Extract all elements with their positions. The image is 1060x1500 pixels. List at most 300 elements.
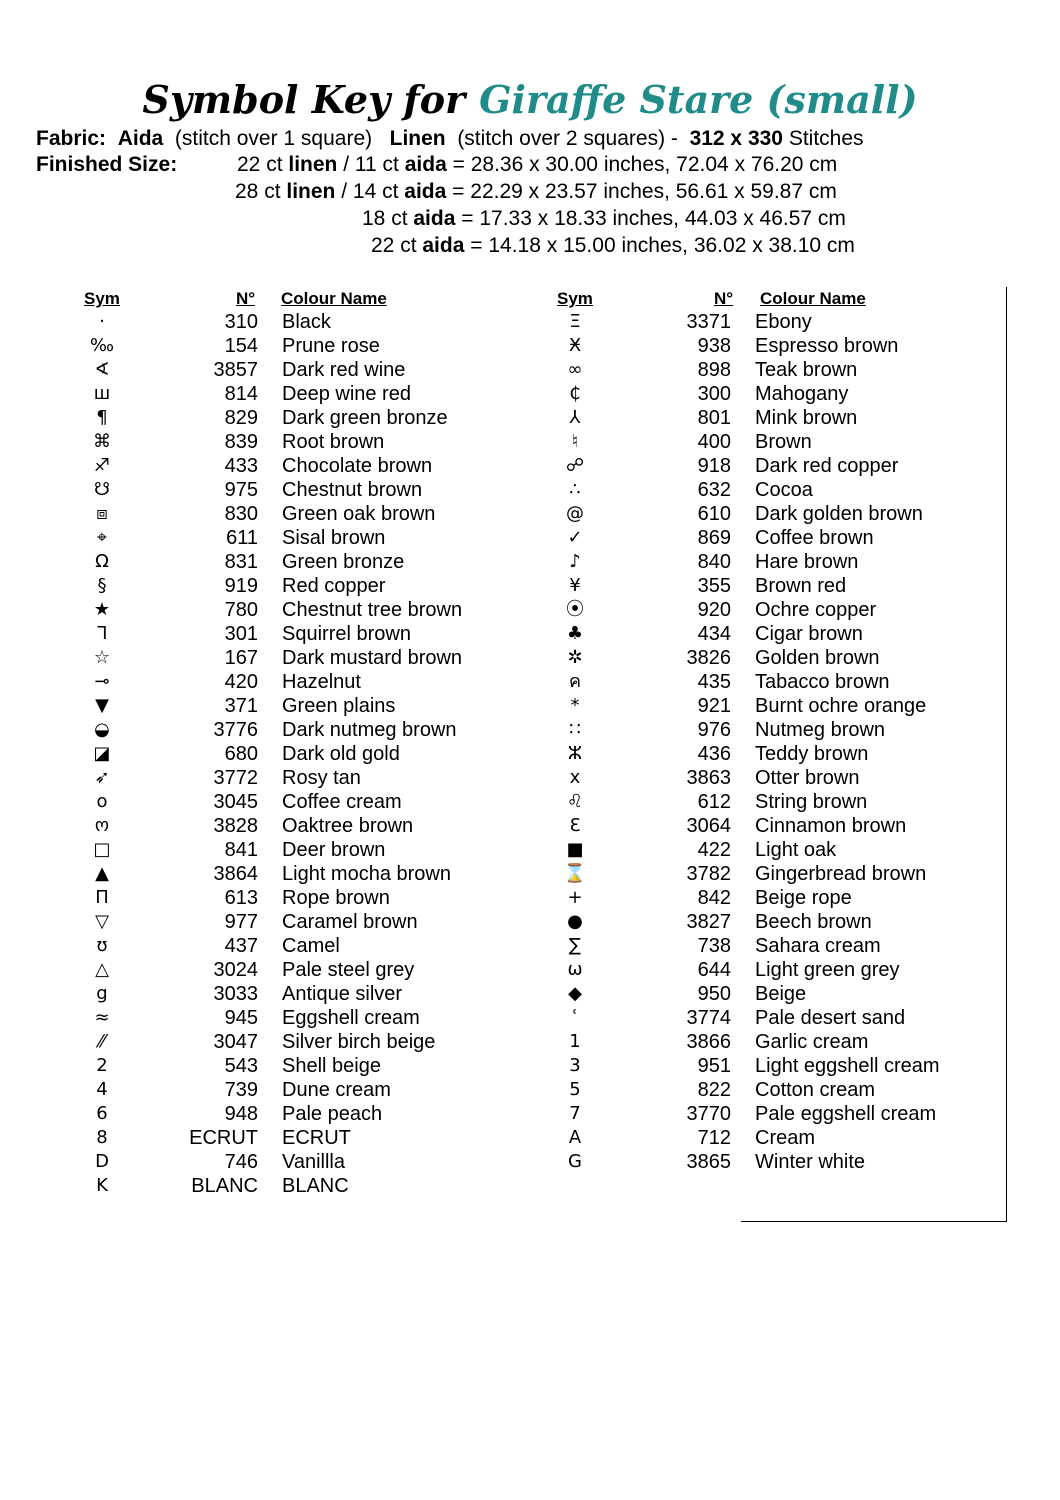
colour-name-cell: Chestnut tree brown — [282, 599, 463, 621]
colour-name-cell: Ebony — [755, 311, 812, 333]
header-number: N° — [714, 289, 734, 308]
floss-number-cell: 3371 — [686, 311, 731, 333]
floss-number-cell: 830 — [224, 503, 258, 525]
floss-number-cell: 842 — [697, 887, 731, 909]
symbol-cell: ⁄⁄ — [98, 1031, 105, 1052]
symbol-cell: ∞ — [567, 359, 583, 380]
symbol-cell: ω — [567, 959, 583, 980]
floss-number-cell: 435 — [697, 671, 731, 693]
symbol-cell: § — [97, 575, 107, 596]
colour-name-cell: Dark green bronze — [282, 407, 448, 429]
table-row — [82, 502, 542, 526]
floss-number-cell: 437 — [224, 935, 258, 957]
symbol-cell: ▼ — [95, 695, 109, 716]
table-row — [555, 334, 1015, 358]
table-row — [555, 742, 1015, 766]
table-row — [555, 1006, 1015, 1030]
size-fabric: aida — [413, 207, 456, 230]
stitch-count: 312 x 330 — [689, 127, 783, 150]
size-fabric: aida — [404, 180, 447, 203]
symbol-cell: · — [99, 311, 105, 332]
colour-name-cell: Ochre copper — [755, 599, 877, 621]
finished-size-line — [371, 233, 855, 259]
symbol-cell: A — [568, 1127, 582, 1148]
colour-name-cell: Shell beige — [282, 1055, 381, 1077]
colour-name-cell: Teak brown — [755, 359, 858, 381]
finished-size-line — [235, 179, 837, 205]
symbol-cell: ☆ — [93, 647, 111, 668]
table-row — [555, 958, 1015, 982]
table-row — [555, 1126, 1015, 1150]
finished-size-line — [237, 152, 837, 178]
table-row — [82, 430, 542, 454]
symbol-cell: Ω — [95, 551, 109, 572]
colour-name-cell: Oaktree brown — [282, 815, 414, 837]
colour-name-cell: Dune cream — [282, 1079, 391, 1101]
colour-name-cell: ECRUT — [282, 1127, 351, 1149]
floss-number-cell: 433 — [224, 455, 258, 477]
symbol-cell: ∷ — [569, 719, 581, 740]
table-row — [82, 1150, 542, 1174]
title-prefix: Symbol Key for — [142, 77, 466, 122]
floss-number-cell: 680 — [224, 743, 258, 765]
floss-number-cell: 919 — [224, 575, 258, 597]
floss-number-cell: 739 — [224, 1079, 258, 1101]
table-row — [82, 454, 542, 478]
colour-name-cell: Mahogany — [755, 383, 849, 405]
table-row — [555, 910, 1015, 934]
size-count: 18 ct — [362, 207, 408, 230]
symbol-cell: ◒ — [94, 719, 110, 740]
table-row — [82, 550, 542, 574]
symbol-cell: 6 — [96, 1103, 108, 1124]
floss-number-cell: 543 — [224, 1055, 258, 1077]
size-separator: / — [343, 153, 350, 176]
header-number: N° — [236, 289, 256, 308]
colour-name-cell: Caramel brown — [282, 911, 418, 933]
table-row — [82, 694, 542, 718]
table-row — [555, 1150, 1015, 1174]
floss-number-cell: 975 — [224, 479, 258, 501]
finished-size-label: Finished Size: — [36, 153, 178, 176]
size-fabric: linen — [288, 153, 338, 176]
symbol-cell: ➶ — [94, 767, 110, 788]
symbol-cell: 1 — [569, 1031, 581, 1052]
colour-name-cell: Light eggshell cream — [755, 1055, 940, 1077]
floss-number-cell: 3774 — [686, 1007, 731, 1029]
floss-number-cell: 434 — [697, 623, 731, 645]
floss-number-cell: 898 — [697, 359, 731, 381]
fabric-linen: Linen — [389, 127, 446, 150]
table-row — [82, 742, 542, 766]
floss-number-cell: 3782 — [686, 863, 731, 885]
table-row — [555, 550, 1015, 574]
table-row — [555, 598, 1015, 622]
table-row — [82, 310, 542, 334]
symbol-cell: ≈ — [94, 1007, 110, 1028]
floss-number-cell: 400 — [697, 431, 731, 453]
floss-number-cell: 3047 — [213, 1031, 258, 1053]
floss-number-cell: ECRUT — [189, 1127, 258, 1149]
symbol-cell: * — [570, 695, 580, 716]
colour-name-cell: Nutmeg brown — [755, 719, 886, 741]
symbol-cell: + — [567, 887, 583, 908]
colour-name-cell: Cigar brown — [755, 623, 863, 645]
colour-name-cell: Chocolate brown — [282, 455, 433, 477]
symbol-cell: ᒣ — [96, 623, 108, 644]
colour-name-cell: Winter white — [755, 1151, 866, 1173]
fabric-line — [36, 126, 864, 152]
colour-name-cell: Gingerbread brown — [755, 863, 927, 885]
floss-number-cell: 829 — [224, 407, 258, 429]
floss-number-cell: 422 — [697, 839, 731, 861]
table-row — [555, 790, 1015, 814]
symbol-cell: ∴ — [569, 479, 581, 500]
symbol-cell: 4 — [96, 1079, 108, 1100]
title-pattern-name: Giraffe Stare (small) — [479, 77, 918, 122]
floss-number-cell: 920 — [697, 599, 731, 621]
symbol-cell: 7 — [569, 1103, 581, 1124]
colour-name-cell: Dark red wine — [282, 359, 406, 381]
colour-name-cell: Sisal brown — [282, 527, 386, 549]
colour-name-cell: Cocoa — [755, 479, 813, 501]
colour-name-cell: Tabacco brown — [755, 671, 890, 693]
symbol-cell: x — [569, 767, 581, 788]
symbol-cell: G — [568, 1151, 582, 1172]
colour-name-cell: Deep wine red — [282, 383, 411, 405]
fabric-aida: Aida — [117, 127, 164, 150]
floss-number-cell: 3770 — [686, 1103, 731, 1125]
table-row — [82, 598, 542, 622]
colour-name-cell: Beige — [755, 983, 807, 1005]
colour-name-cell: Pale eggshell cream — [755, 1103, 937, 1125]
symbol-cell: ¥ — [569, 575, 581, 596]
size-fabric: aida — [404, 153, 447, 176]
colour-name-cell: Golden brown — [755, 647, 880, 669]
floss-number-cell: 3827 — [686, 911, 731, 933]
floss-number-cell: 371 — [224, 695, 258, 717]
floss-number-cell: 814 — [224, 383, 258, 405]
floss-number-cell: 977 — [224, 911, 258, 933]
colour-name-cell: Hazelnut — [282, 671, 361, 693]
table-row — [555, 1078, 1015, 1102]
symbol-cell: 3 — [569, 1055, 581, 1076]
floss-number-cell: 3826 — [686, 647, 731, 669]
size-count: 11 ct — [354, 153, 399, 176]
colour-name-cell: Squirrel brown — [282, 623, 411, 645]
floss-number-cell: 746 — [224, 1151, 258, 1173]
floss-number-cell: 632 — [697, 479, 731, 501]
symbol-cell: ☋ — [94, 479, 110, 500]
symbol-cell: D — [95, 1151, 109, 1172]
floss-number-cell: 869 — [697, 527, 731, 549]
colour-name-cell: Eggshell cream — [282, 1007, 420, 1029]
colour-name-cell: Camel — [282, 935, 340, 957]
table-row — [555, 982, 1015, 1006]
colour-name-cell: Dark mustard brown — [282, 647, 463, 669]
symbol-cell: Π — [95, 887, 109, 908]
floss-number-cell: 167 — [224, 647, 258, 669]
table-row — [82, 814, 542, 838]
table-row — [555, 1054, 1015, 1078]
symbol-cell: ⦿ — [566, 599, 584, 620]
floss-number-cell: 3863 — [686, 767, 731, 789]
table-row — [555, 526, 1015, 550]
table-row — [82, 670, 542, 694]
right-border-line — [1006, 287, 1007, 1222]
table-row — [555, 670, 1015, 694]
symbol-cell: ₵ — [569, 383, 581, 404]
table-row — [555, 1102, 1015, 1126]
table-row — [82, 910, 542, 934]
colour-name-cell: Antique silver — [282, 983, 403, 1005]
table-row — [82, 526, 542, 550]
fabric-label: Fabric: — [36, 127, 107, 150]
floss-number-cell: 355 — [697, 575, 731, 597]
colour-name-cell: Light oak — [755, 839, 837, 861]
colour-name-cell: Dark red copper — [755, 455, 899, 477]
table-row — [82, 886, 542, 910]
table-row — [82, 334, 542, 358]
symbol-cell: ▽ — [95, 911, 109, 932]
floss-number-cell: 3045 — [213, 791, 258, 813]
table-row — [82, 646, 542, 670]
colour-name-cell: BLANC — [282, 1175, 349, 1197]
table-row — [555, 406, 1015, 430]
size-count: 14 ct — [352, 180, 399, 203]
size-fabric: linen — [286, 180, 336, 203]
symbol-cell: Ξ — [569, 311, 581, 332]
table-row — [555, 310, 1015, 334]
colour-name-cell: Garlic cream — [755, 1031, 869, 1053]
header-sym: Sym — [557, 289, 593, 308]
table-row — [82, 958, 542, 982]
symbol-cell: ∑ — [568, 935, 582, 956]
floss-number-cell: 154 — [224, 335, 258, 357]
table-row — [555, 454, 1015, 478]
fabric-linen-note: (stitch over 2 squares) - — [457, 127, 678, 150]
symbol-cell: ʊ — [96, 935, 108, 956]
colour-name-cell: Coffee cream — [282, 791, 402, 813]
symbol-cell: ⵣ — [567, 743, 583, 764]
colour-name-cell: Vanillla — [282, 1151, 345, 1173]
symbol-cell: ⅄ — [569, 407, 581, 428]
floss-number-cell: 921 — [697, 695, 731, 717]
symbol-cell: 8 — [96, 1127, 108, 1148]
colour-name-cell: Brown — [755, 431, 812, 453]
symbol-cell: ♐ — [93, 455, 111, 476]
floss-number-cell: 831 — [224, 551, 258, 573]
colour-name-cell: Green bronze — [282, 551, 405, 573]
size-dimensions: = 14.18 x 15.00 inches, 36.02 x 38.10 cm — [470, 234, 855, 257]
table-row — [555, 934, 1015, 958]
symbol-cell: K — [96, 1175, 108, 1196]
table-row — [82, 382, 542, 406]
symbol-cell: ▲ — [95, 863, 109, 884]
colour-name-cell: Chestnut brown — [282, 479, 423, 501]
floss-number-cell: 3857 — [213, 359, 258, 381]
stitch-word: Stitches — [788, 127, 864, 150]
table-row — [82, 1006, 542, 1030]
table-row — [555, 646, 1015, 670]
size-dimensions: = 17.33 x 18.33 inches, 44.03 x 46.57 cm — [461, 207, 846, 230]
symbol-cell: ო — [94, 815, 110, 836]
floss-number-cell: 950 — [697, 983, 731, 1005]
bottom-border-line — [741, 1221, 1007, 1222]
table-row — [82, 790, 542, 814]
symbol-cell: Ɛ — [569, 815, 581, 836]
symbol-cell: 5 — [569, 1079, 581, 1100]
symbol-cell: ♪ — [569, 551, 581, 572]
colour-name-cell: Hare brown — [755, 551, 859, 573]
table-row — [82, 1126, 542, 1150]
colour-name-cell: Sahara cream — [755, 935, 881, 957]
colour-name-cell: Mink brown — [755, 407, 858, 429]
symbol-cell: △ — [95, 959, 109, 980]
colour-name-cell: Rosy tan — [282, 767, 361, 789]
colour-name-cell: Otter brown — [755, 767, 860, 789]
symbol-cell: ♌ — [566, 791, 584, 812]
floss-number-cell: 801 — [697, 407, 731, 429]
table-row — [82, 1054, 542, 1078]
floss-number-cell: 301 — [224, 623, 258, 645]
symbol-cell: ⧈ — [96, 503, 108, 524]
symbol-cell: ■ — [566, 839, 584, 860]
floss-number-cell: 839 — [224, 431, 258, 453]
floss-number-cell: 938 — [697, 335, 731, 357]
symbol-cell: ‰ — [89, 335, 115, 356]
colour-name-cell: Dark nutmeg brown — [282, 719, 457, 741]
table-row — [555, 1030, 1015, 1054]
floss-number-cell: 3864 — [213, 863, 258, 885]
floss-number-cell: 3866 — [686, 1031, 731, 1053]
floss-number-cell: 3772 — [213, 767, 258, 789]
floss-number-cell: 945 — [224, 1007, 258, 1029]
floss-number-cell: 976 — [697, 719, 731, 741]
symbol-cell: ⌛ — [563, 863, 587, 884]
colour-name-cell: Light green grey — [755, 959, 900, 981]
floss-number-cell: 3865 — [686, 1151, 731, 1173]
colour-name-cell: Cinnamon brown — [755, 815, 907, 837]
colour-name-cell: Beech brown — [755, 911, 872, 933]
colour-name-cell: Green oak brown — [282, 503, 436, 525]
colour-name-cell: Black — [282, 311, 331, 333]
colour-name-cell: Root brown — [282, 431, 385, 453]
table-row — [82, 478, 542, 502]
floss-number-cell: 822 — [697, 1079, 731, 1101]
table-row — [555, 862, 1015, 886]
floss-number-cell: 841 — [224, 839, 258, 861]
table-row — [555, 358, 1015, 382]
table-row — [555, 478, 1015, 502]
symbol-cell: 2 — [96, 1055, 108, 1076]
table-row — [82, 982, 542, 1006]
colour-name-cell: Red copper — [282, 575, 386, 597]
symbol-cell: ✲ — [567, 647, 583, 668]
table-row — [555, 502, 1015, 526]
floss-number-cell: 951 — [697, 1055, 731, 1077]
table-row — [555, 382, 1015, 406]
colour-name-cell: Brown red — [755, 575, 847, 597]
symbol-cell: ʿ — [572, 1007, 578, 1028]
size-dimensions: = 22.29 x 23.57 inches, 56.61 x 59.87 cm — [452, 180, 837, 203]
symbol-cell: Ӿ — [568, 335, 582, 356]
symbol-cell: ⌖ — [96, 527, 108, 548]
symbol-cell: ★ — [93, 599, 111, 620]
floss-number-cell: 310 — [224, 311, 258, 333]
symbol-cell: ♣ — [566, 623, 584, 644]
colour-name-cell: String brown — [755, 791, 868, 813]
floss-number-cell: 644 — [697, 959, 731, 981]
size-dimensions: = 28.36 x 30.00 inches, 72.04 x 76.20 cm — [452, 153, 838, 176]
table-row — [82, 622, 542, 646]
colour-name-cell: Beige rope — [755, 887, 852, 909]
floss-number-cell: 612 — [697, 791, 731, 813]
size-fabric: aida — [422, 234, 465, 257]
table-row — [555, 838, 1015, 862]
symbol-cell: o — [96, 791, 108, 812]
colour-name-cell: Silver birch beige — [282, 1031, 436, 1053]
symbol-cell: ¶ — [96, 407, 108, 428]
floss-number-cell: 712 — [697, 1127, 731, 1149]
colour-name-cell: Teddy brown — [755, 743, 869, 765]
symbol-cell: ш — [93, 383, 111, 404]
header-colour-name: Colour Name — [760, 289, 866, 308]
symbol-cell: ⌘ — [93, 431, 111, 452]
symbol-cell: ● — [567, 911, 583, 932]
colour-name-cell: Dark golden brown — [755, 503, 923, 525]
table-row — [82, 718, 542, 742]
table-row — [555, 574, 1015, 598]
header-sym: Sym — [84, 289, 120, 308]
size-count: 22 ct — [237, 153, 283, 176]
colour-name-cell: Pale peach — [282, 1103, 383, 1125]
table-row — [555, 430, 1015, 454]
table-row — [82, 574, 542, 598]
page-title — [0, 74, 1060, 126]
symbol-cell: @ — [566, 503, 584, 524]
colour-name-cell: Light mocha brown — [282, 863, 451, 885]
table-row — [555, 694, 1015, 718]
colour-name-cell: Espresso brown — [755, 335, 899, 357]
symbol-cell: g — [96, 983, 108, 1004]
floss-number-cell: 780 — [224, 599, 258, 621]
size-separator: / — [341, 180, 348, 203]
header-colour-name: Colour Name — [281, 289, 387, 308]
symbol-cell: ✓ — [567, 527, 583, 548]
symbol-cell: ◪ — [93, 743, 111, 764]
table-row — [555, 886, 1015, 910]
table-row — [82, 406, 542, 430]
floss-number-cell: 3828 — [213, 815, 258, 837]
colour-name-cell: Cotton cream — [755, 1079, 876, 1101]
colour-name-cell: Pale steel grey — [282, 959, 415, 981]
floss-number-cell: 918 — [697, 455, 731, 477]
symbol-cell: ค — [568, 671, 582, 692]
symbol-cell: □ — [93, 839, 111, 860]
colour-name-cell: Rope brown — [282, 887, 390, 909]
colour-name-cell: Cream — [755, 1127, 816, 1149]
fabric-aida-note: (stitch over 1 square) — [174, 127, 373, 150]
floss-number-cell: 948 — [224, 1103, 258, 1125]
table-row — [82, 1174, 542, 1198]
colour-name-cell: Dark old gold — [282, 743, 400, 765]
colour-name-cell: Deer brown — [282, 839, 386, 861]
symbol-cell: ∢ — [94, 359, 110, 380]
floss-number-cell: 3064 — [686, 815, 731, 837]
floss-number-cell: 420 — [224, 671, 258, 693]
floss-number-cell: 3033 — [213, 983, 258, 1005]
